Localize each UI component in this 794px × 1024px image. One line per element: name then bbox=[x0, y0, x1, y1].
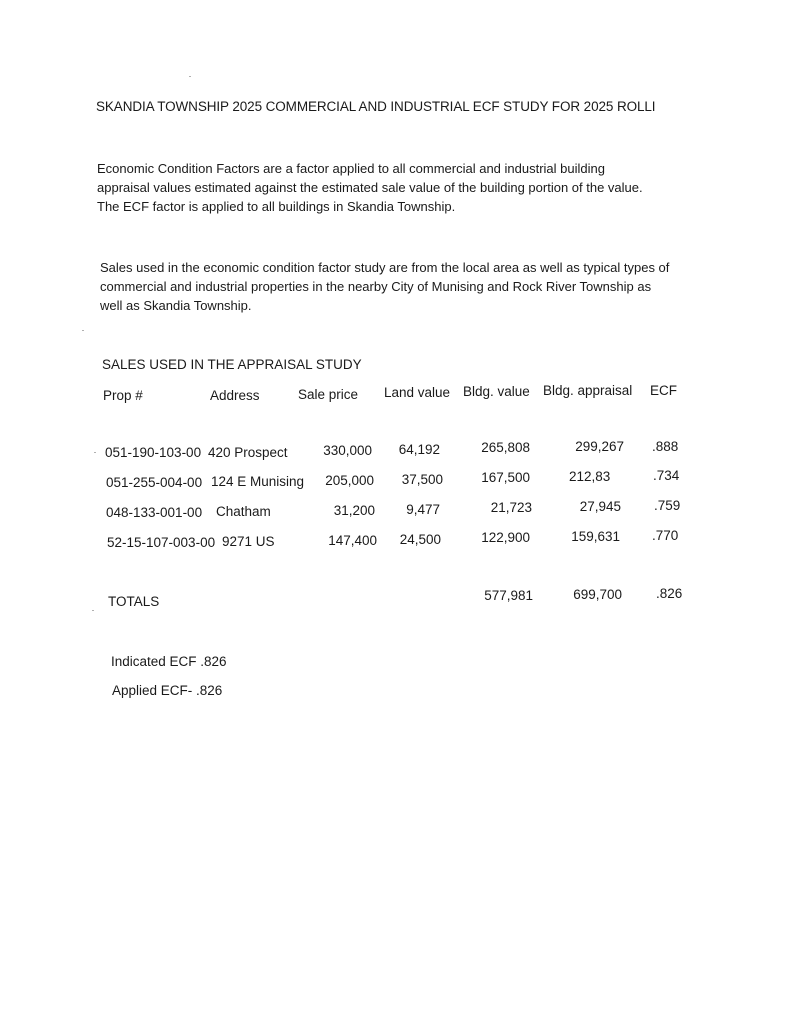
scan-speck bbox=[92, 610, 94, 611]
table-cell-address: Chatham bbox=[216, 504, 271, 519]
paragraph-line: Economic Condition Factors are a factor applied to all commercial and industrial building bbox=[97, 161, 605, 176]
header-address: Address bbox=[210, 388, 260, 403]
table-cell-bldg-value: 21,723 bbox=[490, 500, 532, 515]
table-cell-land-value: 37,500 bbox=[401, 472, 443, 487]
section-title: SALES USED IN THE APPRAISAL STUDY bbox=[102, 357, 362, 372]
totals-bldg-value: 577,981 bbox=[484, 588, 533, 603]
table-cell-sale-price: 205,000 bbox=[325, 473, 374, 488]
document-title: SKANDIA TOWNSHIP 2025 COMMERCIAL AND INDUSTRIAL ECF STUDY FOR 2025 ROLLI bbox=[96, 99, 656, 114]
table-cell-prop: 051-255-004-00 bbox=[106, 475, 203, 490]
table-cell-address: 9271 US bbox=[222, 534, 275, 549]
paragraph-line: Sales used in the economic condition factor study are from the local area as well as typical types of bbox=[100, 260, 670, 275]
ecf-definition-paragraph bbox=[97, 159, 737, 216]
table-cell-ecf: .770 bbox=[652, 528, 679, 543]
table-cell-sale-price: 147,400 bbox=[328, 533, 377, 548]
paragraph-line: The ECF factor is applied to all buildings in Skandia Township. bbox=[97, 199, 456, 214]
table-cell-ecf: .759 bbox=[654, 498, 681, 513]
sales-source-paragraph bbox=[100, 258, 740, 315]
table-cell-address: 124 E Munising bbox=[211, 474, 305, 489]
table-cell-bldg-appraisal: 299,267 bbox=[575, 439, 624, 454]
table-cell-bldg-appraisal: 27,945 bbox=[579, 499, 621, 514]
table-cell-bldg-value: 122,900 bbox=[481, 530, 530, 545]
header-prop-number: Prop # bbox=[103, 388, 143, 403]
applied-ecf: Applied ECF- .826 bbox=[112, 683, 223, 698]
header-bldg-appraisal: Bldg. appraisal bbox=[543, 383, 633, 398]
totals-label: TOTALS bbox=[108, 594, 160, 609]
scan-speck bbox=[94, 452, 96, 453]
table-cell-sale-price: 330,000 bbox=[323, 443, 372, 458]
scan-speck bbox=[189, 76, 191, 77]
table-cell-bldg-value: 265,808 bbox=[481, 440, 530, 455]
header-sale-price: Sale price bbox=[298, 387, 359, 402]
table-cell-bldg-appraisal: 159,631 bbox=[571, 529, 620, 544]
table-cell-land-value: 9,477 bbox=[406, 502, 440, 517]
paragraph-line: well as Skandia Township. bbox=[100, 298, 252, 313]
header-ecf: ECF bbox=[650, 383, 677, 398]
table-cell-prop: 52-15-107-003-00 bbox=[107, 535, 216, 550]
table-cell-ecf: .888 bbox=[652, 439, 679, 454]
header-bldg-value: Bldg. value bbox=[463, 384, 530, 399]
table-cell-sale-price: 31,200 bbox=[333, 503, 375, 518]
scan-speck bbox=[82, 330, 84, 331]
table-cell-prop: 048-133-001-00 bbox=[106, 505, 203, 520]
paragraph-line: commercial and industrial properties in the nearby City of Munising and Rock River Township as bbox=[100, 279, 652, 294]
table-cell-land-value: 64,192 bbox=[398, 442, 440, 457]
paragraph-line: appraisal values estimated against the estimated sale value of the building portion of the value. bbox=[97, 180, 643, 195]
totals-ecf: .826 bbox=[656, 586, 683, 601]
table-cell-bldg-appraisal: 212,83 bbox=[569, 469, 611, 484]
table-cell-address: 420 Prospect bbox=[208, 445, 288, 460]
table-cell-ecf: .734 bbox=[653, 468, 680, 483]
totals-bldg-appraisal: 699,700 bbox=[573, 587, 622, 602]
table-cell-land-value: 24,500 bbox=[399, 532, 441, 547]
indicated-ecf: Indicated ECF .826 bbox=[111, 654, 227, 669]
table-cell-prop: 051-190-103-00 bbox=[105, 445, 202, 460]
header-land-value: Land value bbox=[384, 385, 451, 400]
table-cell-bldg-value: 167,500 bbox=[481, 470, 530, 485]
